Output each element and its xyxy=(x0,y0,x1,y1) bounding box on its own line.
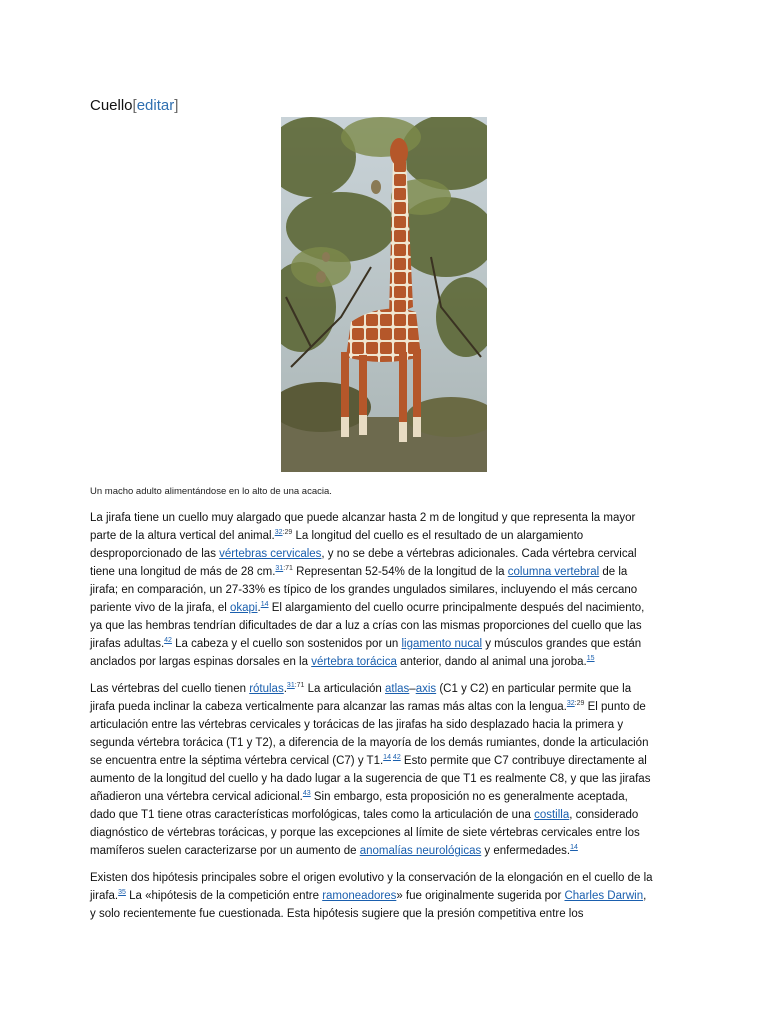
page-ref: :29 xyxy=(282,529,293,537)
text-span: , y no se debe a vértebras adicionales. Cada vértebra cervical xyxy=(321,548,637,560)
text-line xyxy=(90,842,684,860)
text-line: aumento de la longitud del cuello y ha dado lugar a la sugerencia de que T1 es realmente C8, y que las jirafas xyxy=(90,773,651,785)
text-span: de la xyxy=(599,566,628,578)
text-line: segunda vértebra torácica (T1 y T2), a diferencia de la mayoría de los demás rumiantes, donde la articulación xyxy=(90,737,649,749)
link-vertebra-toracica[interactable]: vértebra torácica xyxy=(311,656,397,668)
link-okapi[interactable]: okapi xyxy=(230,602,258,614)
text-span: , considerado xyxy=(569,809,639,821)
link-anomalias-neurologicas[interactable]: anomalías neurológicas xyxy=(359,845,482,857)
text-line xyxy=(90,653,684,671)
text-span: se encuentra entre la séptima vértebra cervical (C7) y T1. xyxy=(90,755,384,767)
text-span: Las vértebras del cuello tienen xyxy=(90,683,250,695)
text-span: jirafa. xyxy=(90,890,119,902)
page-ref: :71 xyxy=(283,565,293,573)
citation xyxy=(164,637,172,644)
citation-link[interactable]: 32 xyxy=(566,700,575,708)
text-line: ya que las hembras tendrían dificultades de dar a luz a crías con las mismas proporciones del cuello que las xyxy=(90,620,642,632)
text-span: » fue originalmente sugerida por xyxy=(396,890,565,902)
text-line xyxy=(90,887,684,905)
text-span: La cabeza y el cuello son sostenidos por un xyxy=(171,638,402,650)
text-span: La articulación xyxy=(304,683,385,695)
citation-link[interactable]: 15 xyxy=(586,655,595,663)
text-span: La «hipótesis de la competición entre xyxy=(125,890,323,902)
text-span: Representan 52-54% de la longitud de la xyxy=(292,566,508,578)
paragraph-3 xyxy=(90,869,684,923)
text-span: – xyxy=(409,683,416,695)
text-line xyxy=(90,788,684,806)
figure-caption: Un macho adulto alimentándose en lo alto de una acacia. xyxy=(90,486,332,497)
link-atlas[interactable]: atlas xyxy=(385,683,410,695)
text-line xyxy=(90,599,684,617)
citation xyxy=(275,565,293,572)
section-heading xyxy=(90,96,178,116)
link-axis[interactable]: axis xyxy=(415,683,437,695)
edit-bracket-open: [ xyxy=(132,97,137,114)
citation-link[interactable]: 42 xyxy=(164,637,172,645)
text-span: jirafa pueda inclinar la cabeza verticalmente para alcanzar las ramas más altas con la lengua. xyxy=(90,701,567,713)
link-vertebras-cervicales[interactable]: vértebras cervicales xyxy=(219,548,322,560)
page-ref: :71 xyxy=(294,682,305,690)
link-columna-vertebral[interactable]: columna vertebral xyxy=(507,566,600,578)
text-span: El alargamiento del cuello ocurre principalmente después del nacimiento, xyxy=(268,602,645,614)
text-span: desproporcionado de las xyxy=(90,548,220,560)
link-costilla[interactable]: costilla xyxy=(534,809,570,821)
citation xyxy=(287,682,305,689)
citation-link[interactable]: 14 xyxy=(383,754,391,762)
link-rotulas[interactable]: rótulas xyxy=(249,683,284,695)
citation xyxy=(570,844,578,851)
text-span: y músculos grandes que están xyxy=(482,638,642,650)
text-line xyxy=(90,806,684,824)
text-line xyxy=(90,752,684,770)
citation xyxy=(275,529,293,536)
text-line xyxy=(90,527,684,545)
text-span: tiene una longitud de más de 28 cm. xyxy=(90,566,276,578)
citation xyxy=(118,889,126,896)
text-span: anterior, dando al animal una joroba. xyxy=(396,656,587,668)
text-span: (C1 y C2) en particular permite que la xyxy=(436,683,632,695)
text-span: Esto permite que C7 contribuye directamente al xyxy=(400,755,647,767)
link-ligamento-nucal[interactable]: ligamento nucal xyxy=(401,638,483,650)
text-line xyxy=(90,545,684,563)
citation xyxy=(383,754,401,761)
text-span: pariente vivo de la jirafa, el xyxy=(90,602,230,614)
text-line: jirafa; en comparación, un 27-33% es típico de los grandes ungulados similares, incluyendo el más cercano xyxy=(90,584,638,596)
citation-link[interactable]: 32 xyxy=(274,529,283,537)
text-span: , xyxy=(643,890,647,902)
text-line xyxy=(90,680,684,698)
text-span: La longitud del cuello es el resultado de un alargamiento xyxy=(292,530,584,542)
giraffe-photo xyxy=(281,117,487,472)
text-span: jirafas adultas. xyxy=(90,638,165,650)
text-line: y solo recientemente fue cuestionada. Esta hipótesis sugiere que la presión competitiva entre los xyxy=(90,908,584,920)
page-ref: :29 xyxy=(574,700,585,708)
citation-link[interactable]: 14 xyxy=(260,601,269,609)
paragraph-2 xyxy=(90,680,684,860)
text-line: La jirafa tiene un cuello muy alargado que puede alcanzar hasta 2 m de longitud y que representa la mayor xyxy=(90,512,636,524)
edit-bracket-close: ] xyxy=(174,97,179,114)
text-line: Existen dos hipótesis principales sobre el origen evolutivo y la conservación de la elongación en el cuello de la xyxy=(90,872,653,884)
text-line: diagnóstico de vértebras torácicas, y porque las excepciones al límite de siete vértebras cervicales entre los xyxy=(90,827,640,839)
text-line: articulación entre las vértebras cervicales y torácicas de las jirafas ha sido desplazado hacia la primera y xyxy=(90,719,624,731)
text-span: dado que T1 tiene otras características morfológicas, tales como la articulación de una xyxy=(90,809,535,821)
link-ramoneadores[interactable]: ramoneadores xyxy=(322,890,397,902)
text-line xyxy=(90,698,684,716)
citation-link[interactable]: 31 xyxy=(286,682,295,690)
citation xyxy=(567,700,585,707)
text-span: parte de la altura vertical del animal. xyxy=(90,530,275,542)
citation xyxy=(587,655,595,662)
citation-link[interactable]: 31 xyxy=(275,565,284,573)
text-span: y enfermedades. xyxy=(481,845,571,857)
text-line xyxy=(90,635,684,653)
citation-link[interactable]: 14 xyxy=(570,844,578,852)
text-line xyxy=(90,563,684,581)
citation-link[interactable]: 42 xyxy=(392,754,401,762)
text-span: Sin embargo, esta proposición no es generalmente aceptada, xyxy=(310,791,628,803)
citation-link[interactable]: 35 xyxy=(118,889,126,897)
citation-link[interactable]: 43 xyxy=(302,790,311,798)
text-span: mamíferos suelen caracterizarse por un aumento de xyxy=(90,845,360,857)
text-span: anclados por largas espinas dorsales en la xyxy=(90,656,312,668)
citation xyxy=(261,601,269,608)
text-span: añadieron una vértebra cervical adicional. xyxy=(90,791,303,803)
text-span: El punto de xyxy=(584,701,646,713)
section-title: Cuello xyxy=(90,97,133,114)
link-charles-darwin[interactable]: Charles Darwin xyxy=(564,890,644,902)
text-span: . xyxy=(257,602,261,614)
edit-section-link[interactable]: editar xyxy=(136,97,175,114)
citation xyxy=(303,790,311,797)
text-span: . xyxy=(283,683,287,695)
paragraph-1 xyxy=(90,509,684,671)
